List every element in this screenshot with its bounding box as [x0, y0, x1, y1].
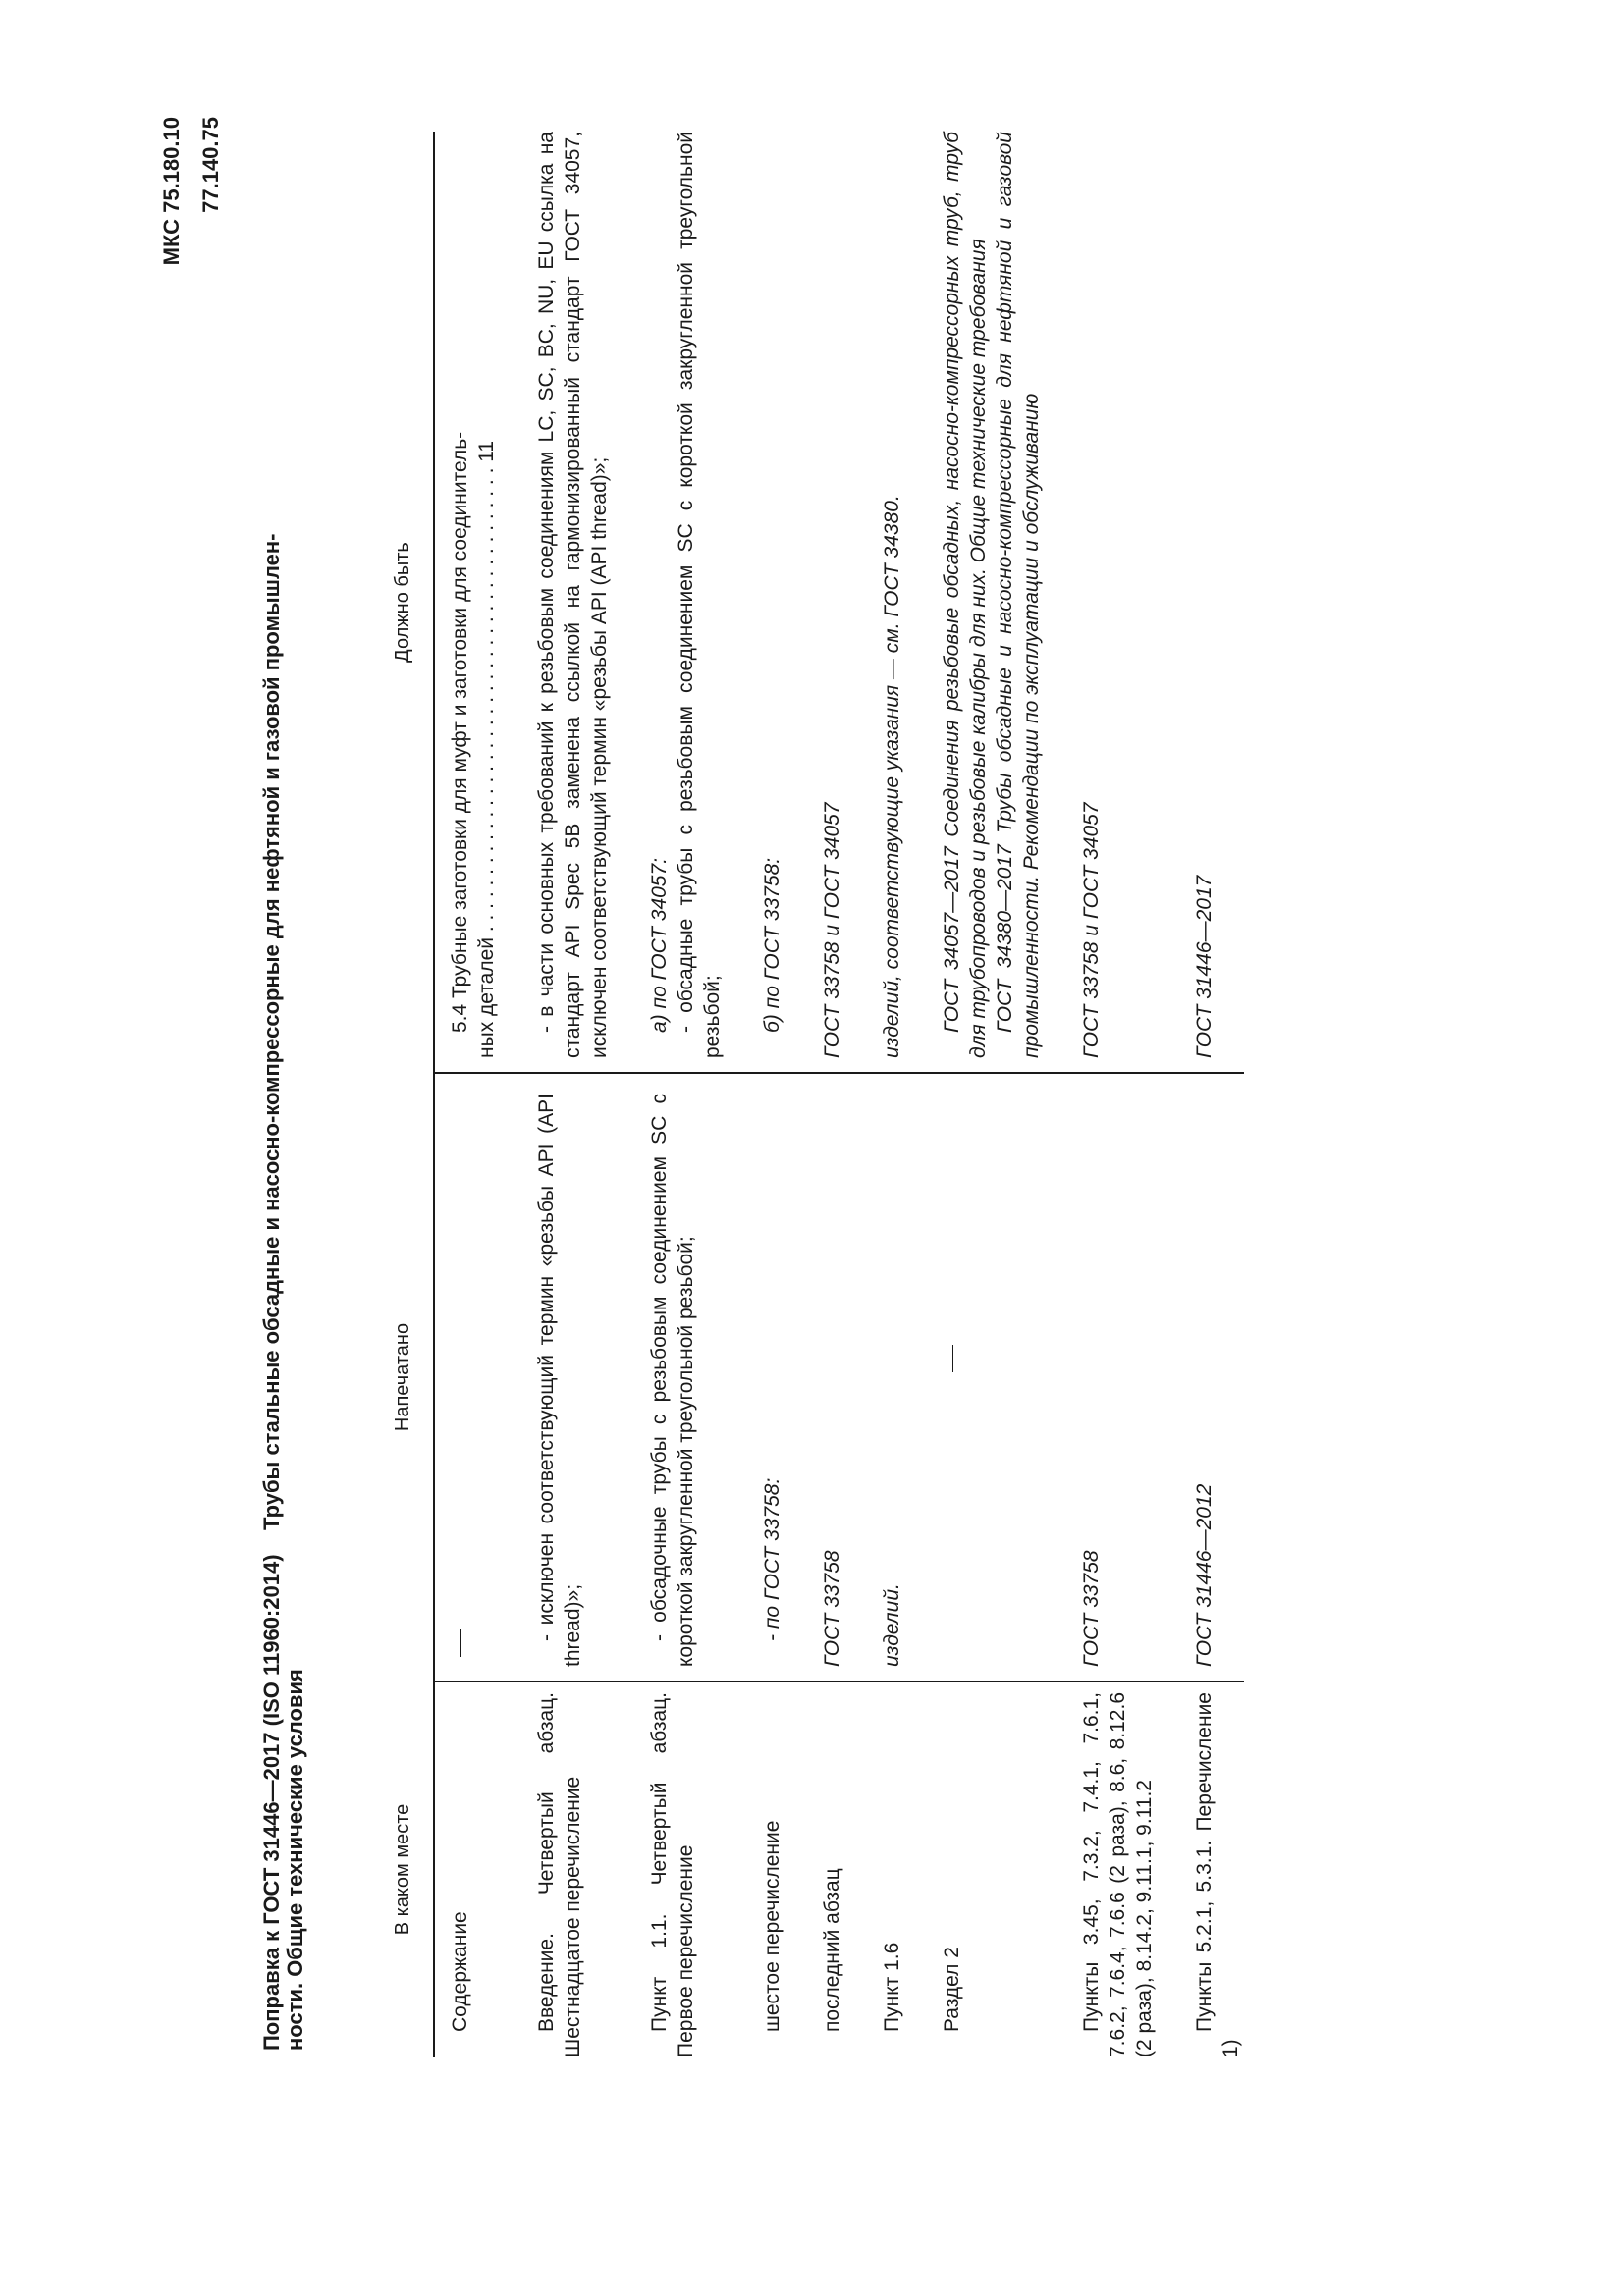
should-be-line: ных деталей . . . . . . . . . . . . . . . . . . . . . . . . . . . . . . . . . . . . . . . . . 11: [475, 440, 498, 1058]
cell-printed: ГОСТ 31446—2012: [1179, 1073, 1244, 1682]
cell-where: Содержание: [449, 1911, 471, 2032]
table-row: [867, 132, 927, 2057]
header-printed: Напечатано: [373, 1073, 434, 1682]
mks-code-2: 77.140.75: [198, 117, 223, 213]
cell-printed: ГОСТ 33758: [1066, 1073, 1179, 1682]
table-header-row: [373, 132, 434, 2057]
classification-codes: [152, 117, 231, 294]
cell-where: Пункты 3.45, 7.3.2, 7.4.1, 7.6.1, 7.6.2, 7.6.4, 7.6.6 (2 раза), 8.6, 8.12.6 (2 раза), 8.14.2, 9.11.1, 9.11.2: [1080, 1692, 1156, 2057]
cell-where: Введение. Четвертый абзац. Шестнадцатое перечисление: [535, 1692, 584, 2057]
cell-should-be: б) по ГОСТ 33758:: [747, 132, 807, 1073]
cell-should-be: - в части основных требований к резьбовым соединениям LC, SC, BC, NU, EU ссылка на стандарт API Spec 5B заменена ссылкой на гармонизированный стандарт ГОСТ 34057, исключен соответствующий термин «резьбы API (API thread)»;: [521, 132, 634, 1073]
table-row: [434, 132, 521, 2057]
dash-mark: [952, 1345, 953, 1372]
should-be-line: а) по ГОСТ 34057:: [648, 858, 671, 1033]
should-be-line: ГОСТ 34380—2017 Трубы обсадные и насосно-компрессорные для нефтяной и газовой промышленности. Рекомендации по эксплуатации и обслуживанию: [994, 132, 1043, 1058]
cell-where: Пункты 5.2.1, 5.3.1. Перечисление 1): [1193, 1692, 1242, 2057]
table-row: [1179, 132, 1244, 2057]
should-be-line: ГОСТ 34057—2017 Соединения резьбовые обсадных, насосно-компрессорных труб, труб для трубопроводов и резьбовые калибры для них. Общие технические требования: [941, 132, 990, 1058]
cell-printed: - по ГОСТ 33758:: [747, 1073, 807, 1682]
document-title: [260, 136, 307, 2051]
cell-should-be: ГОСТ 31446—2017: [1179, 132, 1244, 1073]
dash-mark: [460, 1629, 461, 1657]
table-row: [634, 132, 747, 2057]
table-row: [927, 132, 1066, 2057]
table-row: [521, 132, 634, 2057]
header-where: В каком месте: [373, 1682, 434, 2057]
cell-should-be: ГОСТ 33758 и ГОСТ 34057: [807, 132, 867, 1073]
title-line-1: Поправка к ГОСТ 31446—2017 (ISO 11960:2014) Трубы стальные обсадные и насосно-компрессорные для нефтяной и газовой промышлен-: [259, 533, 284, 2051]
cell-where: шестое перечисление: [761, 1820, 784, 2032]
cell-printed: изделий.: [867, 1073, 927, 1682]
cell-printed: - обсадочные трубы с резьбовым соединением SC с короткой закругленной треугольной резьбой;: [634, 1073, 747, 1682]
title-line-2: ности. Общие технические условия: [283, 1669, 307, 2051]
cell-printed: [434, 1073, 521, 1682]
cell-should-be: [434, 132, 521, 1073]
cell-should-be: [634, 132, 747, 1073]
corrections-table: [373, 132, 1244, 2057]
cell-where: Пункт 1.6: [881, 1942, 903, 2032]
table-row: [807, 132, 867, 2057]
cell-where: последний абзац: [821, 1868, 843, 2032]
cell-printed: [927, 1073, 1066, 1682]
table-row: [1066, 132, 1179, 2057]
cell-should-be: [927, 132, 1066, 1073]
should-be-line: - обсадные трубы с резьбовым соединением SC с короткой закругленной треугольной резьбой;: [675, 132, 724, 1058]
mks-code-1: МКС 75.180.10: [159, 117, 184, 266]
cell-printed: ГОСТ 33758: [807, 1073, 867, 1682]
should-be-line: 5.4 Трубные заготовки для муфт и заготовки для соединитель-: [449, 431, 471, 1033]
table-row: [747, 132, 807, 2057]
cell-printed: - исключен соответствующий термин «резьбы API (API thread)»;: [521, 1073, 634, 1682]
header-should-be: Должно быть: [373, 132, 434, 1073]
cell-should-be: изделий, соответствующие указания — см. ГОСТ 34380.: [867, 132, 927, 1073]
cell-should-be: ГОСТ 33758 и ГОСТ 34057: [1066, 132, 1179, 1073]
cell-where: Пункт 1.1. Четвертый абзац. Первое перечисление: [648, 1692, 697, 2057]
cell-where: Раздел 2: [941, 1947, 963, 2032]
